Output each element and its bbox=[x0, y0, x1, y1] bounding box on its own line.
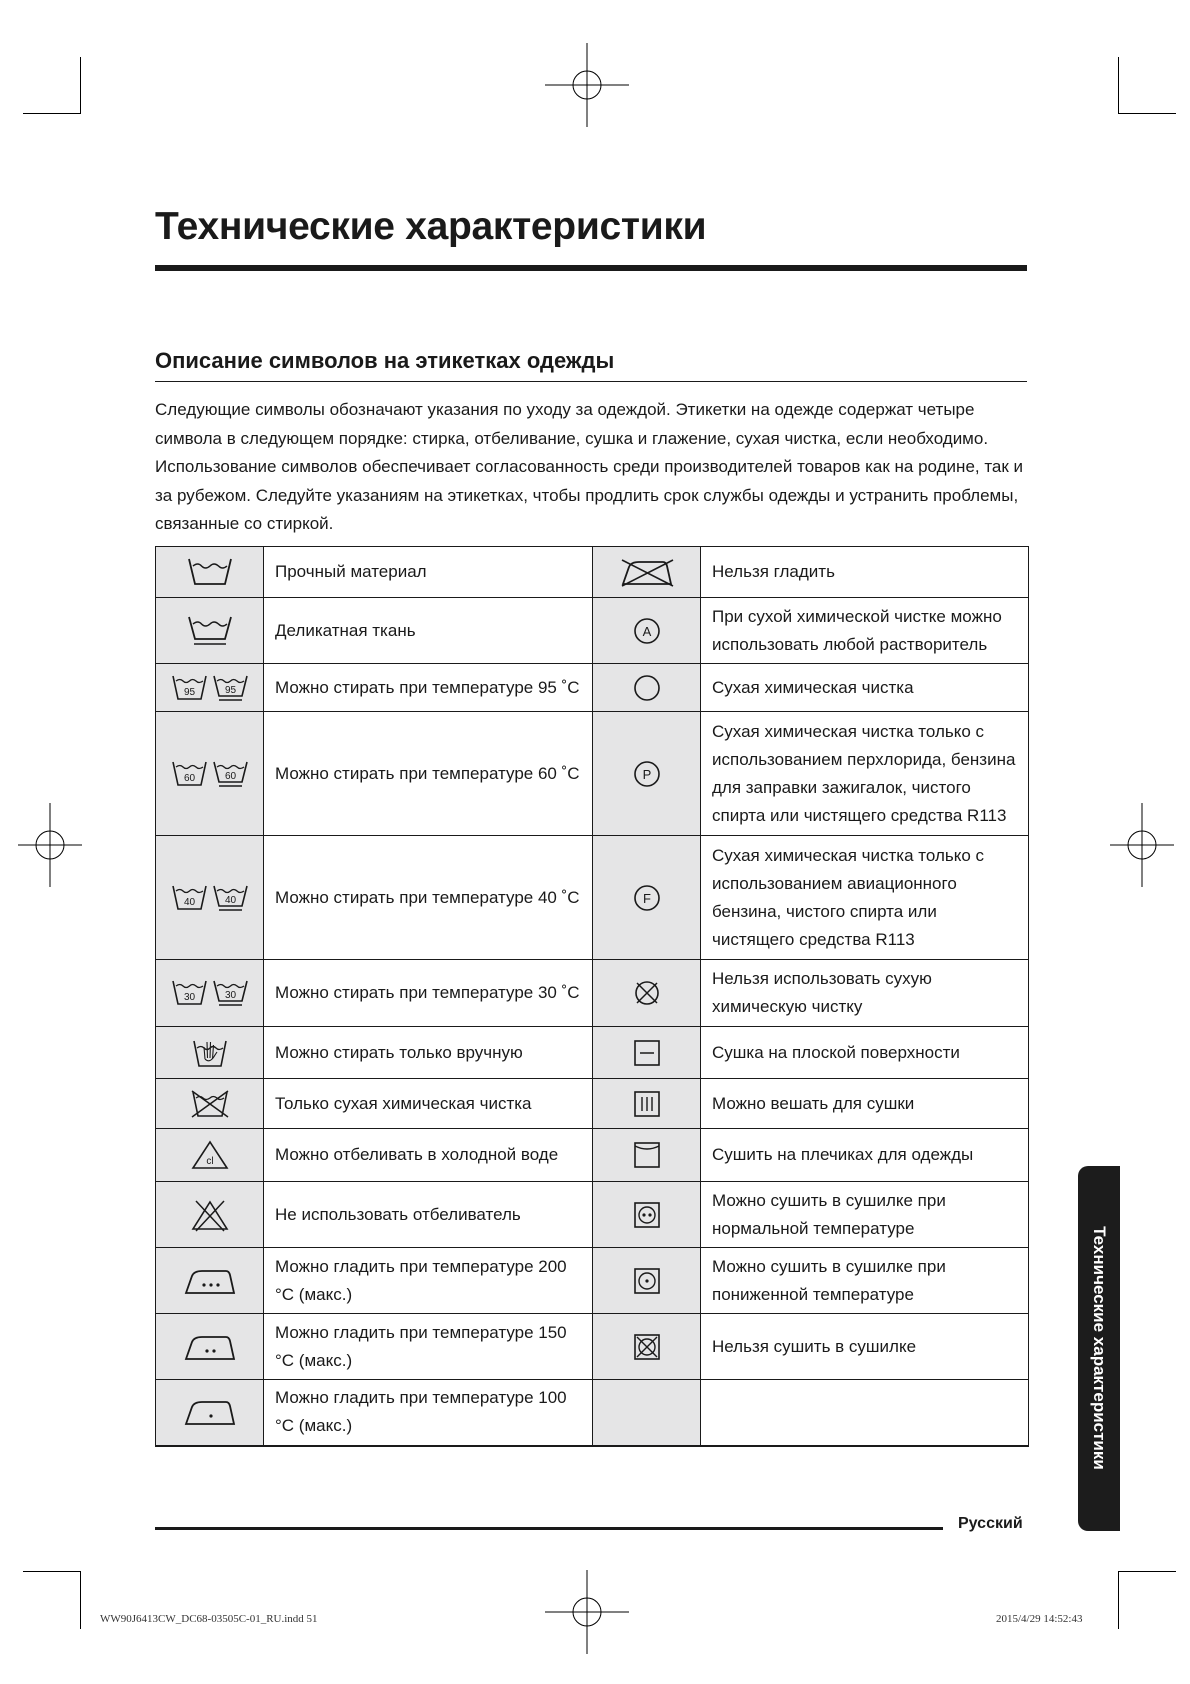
table-cell: Нельзя использовать сухую химическую чистку bbox=[701, 960, 1029, 1027]
title-rule bbox=[155, 265, 1027, 271]
file-slug: WW90J6413CW_DC68-03505C-01_RU.indd 51 bbox=[100, 1613, 318, 1625]
timestamp-slug: 2015/4/29 14:52:43 bbox=[996, 1613, 1083, 1625]
symbol-letter: P bbox=[642, 766, 651, 782]
temp-label: 40 bbox=[224, 894, 236, 906]
crop-mark bbox=[1118, 1571, 1119, 1629]
care-symbols-table bbox=[155, 546, 1029, 1447]
registration-mark bbox=[545, 1570, 629, 1654]
dry-clean-p-icon bbox=[593, 712, 701, 836]
table-row bbox=[156, 1314, 1029, 1380]
table-row bbox=[156, 1027, 1029, 1079]
symbol-letter: F bbox=[642, 890, 651, 906]
table-cell bbox=[701, 1380, 1029, 1446]
temp-label: 30 bbox=[183, 992, 195, 1003]
no-dry-clean-icon bbox=[593, 960, 701, 1027]
empty-icon-cell bbox=[593, 1380, 701, 1446]
table-row bbox=[156, 547, 1029, 598]
table-row bbox=[156, 1079, 1029, 1129]
registration-mark bbox=[545, 43, 629, 127]
table-cell: Можно гладить при температуре 200 °C (макс.) bbox=[264, 1248, 593, 1314]
no-iron-icon bbox=[593, 547, 701, 598]
table-cell: Сухая химическая чистка bbox=[701, 664, 1029, 712]
bleach-cold-icon bbox=[156, 1129, 264, 1182]
side-section-tab bbox=[1078, 1166, 1120, 1531]
iron-150-icon bbox=[156, 1314, 264, 1380]
section-rule bbox=[155, 381, 1027, 382]
table-row bbox=[156, 1182, 1029, 1248]
table-cell: Можно стирать при температуре 60 ˚C bbox=[264, 712, 593, 836]
no-tumble-dry-icon bbox=[593, 1314, 701, 1380]
table-cell: Сушка на плоской поверхности bbox=[701, 1027, 1029, 1079]
side-tab-label: Технические характеристики bbox=[1090, 1226, 1109, 1470]
iron-100-icon bbox=[156, 1380, 264, 1446]
table-cell: Прочный материал bbox=[264, 547, 593, 598]
table-cell: Сушить на плечиках для одежды bbox=[701, 1129, 1029, 1182]
wash-60-icon bbox=[156, 712, 264, 836]
hand-wash-icon bbox=[156, 1027, 264, 1079]
registration-mark bbox=[8, 803, 92, 887]
crop-mark bbox=[80, 1571, 81, 1629]
symbol-letter: A bbox=[642, 623, 651, 639]
wash-95-icon bbox=[156, 664, 264, 712]
tumble-dry-normal-icon bbox=[593, 1182, 701, 1248]
table-cell: Можно сушить в сушилке при пониженной температуре bbox=[701, 1248, 1029, 1314]
table-cell: При сухой химической чистке можно использовать любой растворитель bbox=[701, 598, 1029, 664]
crop-mark bbox=[23, 1571, 81, 1572]
tumble-dry-low-icon bbox=[593, 1248, 701, 1314]
no-wash-icon bbox=[156, 1079, 264, 1129]
table-cell: Можно отбеливать в холодной воде bbox=[264, 1129, 593, 1182]
symbol-letter: cl bbox=[205, 1156, 214, 1167]
temp-label: 60 bbox=[224, 770, 236, 782]
section-title: Описание символов на этикетках одежды bbox=[155, 348, 615, 373]
table-cell: Сухая химическая чистка только с использованием авиационного бензина, чистого спирта или чистящего средства R113 bbox=[701, 836, 1029, 960]
dry-clean-f-icon bbox=[593, 836, 701, 960]
table-cell: Можно стирать при температуре 95 ˚C bbox=[264, 664, 593, 712]
no-bleach-icon bbox=[156, 1182, 264, 1248]
table-row bbox=[156, 598, 1029, 664]
table-cell: Можно вешать для сушки bbox=[701, 1079, 1029, 1129]
temp-label: 95 bbox=[183, 686, 195, 698]
dry-clean-a-icon bbox=[593, 598, 701, 664]
iron-200-icon bbox=[156, 1248, 264, 1314]
table-cell: Сухая химическая чистка только с использованием перхлорида, бензина для заправки зажигалок, чистого спирта или чистящего средства R113 bbox=[701, 712, 1029, 836]
wash-tub-icon bbox=[156, 547, 264, 598]
table-row bbox=[156, 1129, 1029, 1182]
table-cell: Можно стирать при температуре 40 ˚C bbox=[264, 836, 593, 960]
table-cell: Можно стирать при температуре 30 ˚C bbox=[264, 960, 593, 1027]
dry-flat-icon bbox=[593, 1027, 701, 1079]
table-row bbox=[156, 1380, 1029, 1446]
intro-paragraph: Следующие символы обозначают указания по уходу за одеждой. Этикетки на одежде содержат четыре символа в следующем порядке: стирка, отбеливание, сушка и глажение, сухая чистка, если необходимо. Использование символов обеспечивает согласованность среди производителей товаров как на родине, так и за рубежом. Следуйте указаниям на этикетках, чтобы продлить срок службы одежды и устранить проблемы, связанные со стиркой. bbox=[155, 400, 1024, 533]
wash-40-icon bbox=[156, 836, 264, 960]
crop-mark bbox=[1118, 57, 1119, 114]
footer-rule bbox=[155, 1527, 943, 1530]
table-cell: Только сухая химическая чистка bbox=[264, 1079, 593, 1129]
footer-language: Русский bbox=[958, 1515, 1023, 1532]
table-cell: Нельзя сушить в сушилке bbox=[701, 1314, 1029, 1380]
crop-mark bbox=[1118, 1571, 1176, 1572]
table-row bbox=[156, 664, 1029, 712]
table-cell: Нельзя гладить bbox=[701, 547, 1029, 598]
delicate-wash-icon bbox=[156, 598, 264, 664]
table-cell: Можно стирать только вручную bbox=[264, 1027, 593, 1079]
crop-mark bbox=[23, 113, 81, 114]
table-row bbox=[156, 960, 1029, 1027]
wash-30-icon bbox=[156, 960, 264, 1027]
temp-label: 40 bbox=[183, 896, 195, 908]
temp-label: 30 bbox=[224, 990, 236, 1001]
crop-mark bbox=[1118, 113, 1176, 114]
line-dry-icon bbox=[593, 1079, 701, 1129]
table-cell: Можно гладить при температуре 100 °C (макс.) bbox=[264, 1380, 593, 1446]
table-row bbox=[156, 836, 1029, 960]
crop-mark bbox=[80, 57, 81, 114]
table-row bbox=[156, 712, 1029, 836]
table-cell: Можно гладить при температуре 150 °C (макс.) bbox=[264, 1314, 593, 1380]
table-cell: Не использовать отбеливатель bbox=[264, 1182, 593, 1248]
table-cell: Можно сушить в сушилке при нормальной температуре bbox=[701, 1182, 1029, 1248]
table-cell: Деликатная ткань bbox=[264, 598, 593, 664]
hanger-dry-icon bbox=[593, 1129, 701, 1182]
dry-clean-icon bbox=[593, 664, 701, 712]
temp-label: 95 bbox=[224, 684, 236, 696]
temp-label: 60 bbox=[183, 772, 195, 784]
table-row bbox=[156, 1248, 1029, 1314]
page-title: Технические характеристики bbox=[155, 205, 707, 248]
registration-mark bbox=[1100, 803, 1184, 887]
